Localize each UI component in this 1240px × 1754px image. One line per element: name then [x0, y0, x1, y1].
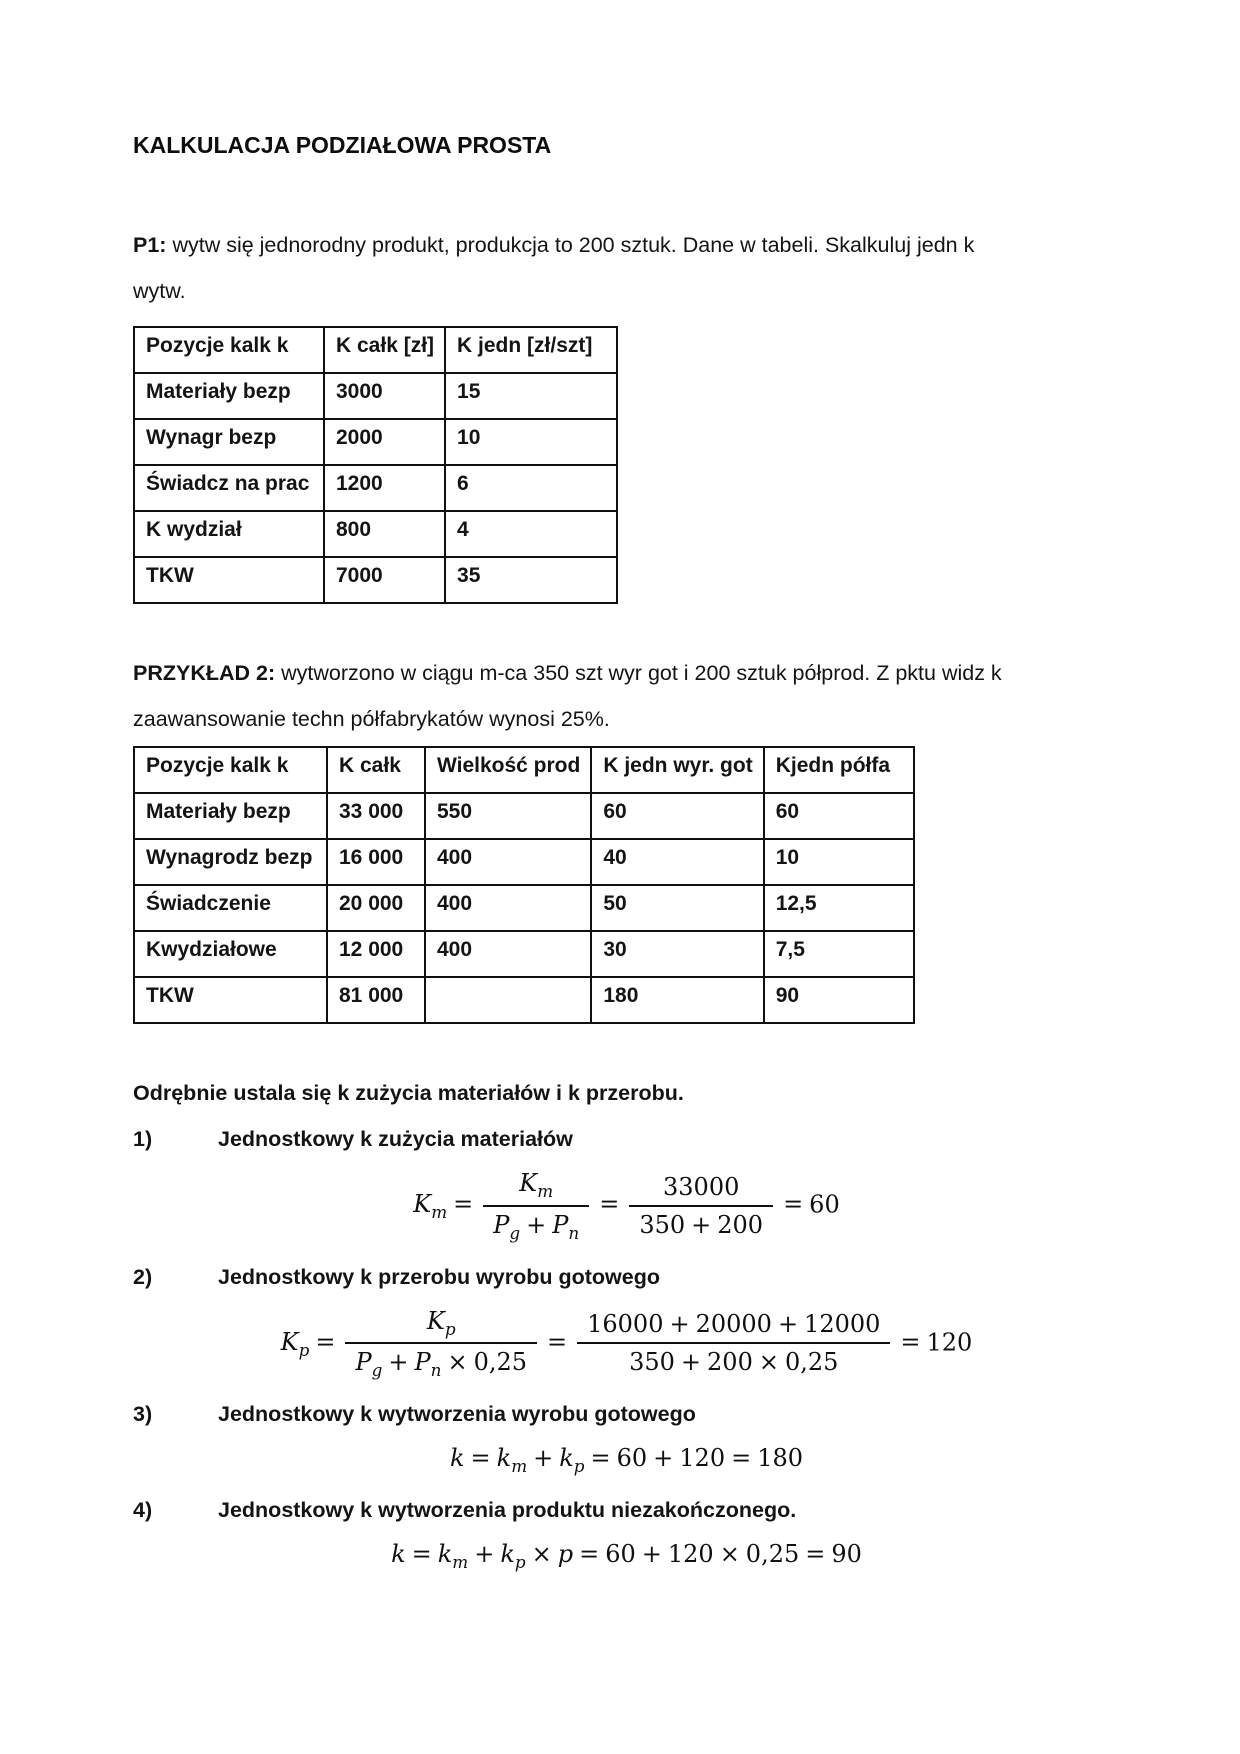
paragraph-p1 — [133, 222, 1120, 314]
math-operator: = — [805, 1539, 826, 1568]
table-cell: 30 — [591, 931, 763, 977]
table-cell: 90 — [764, 977, 914, 1023]
math-variable: $K_m$ — [413, 1190, 448, 1223]
math-operator: = — [411, 1539, 432, 1568]
math-operator: = — [590, 1444, 611, 1473]
table-cell: 10 — [764, 839, 914, 885]
math-variable: $k_m$ — [496, 1444, 528, 1476]
table-cell: 3000 — [324, 373, 445, 419]
math-fraction — [577, 1309, 890, 1377]
table-cell: 7,5 — [764, 931, 914, 977]
fraction-numerator — [483, 1168, 589, 1205]
list-item-2 — [133, 1254, 1120, 1300]
costing-table-semifinished — [133, 746, 915, 1024]
table-cell: 60 — [764, 793, 914, 839]
math-fraction — [483, 1168, 589, 1244]
list-item-1 — [133, 1116, 1120, 1162]
table-cell: Wynagr bezp — [134, 419, 324, 465]
math-operator: + — [691, 1210, 712, 1239]
math-operator: = — [453, 1190, 474, 1219]
fraction-numerator — [345, 1306, 537, 1343]
math-operator: × — [447, 1348, 468, 1377]
column-header: K jedn wyr. got — [591, 747, 763, 793]
fraction-numerator — [577, 1309, 890, 1342]
math-operator: = — [900, 1327, 921, 1356]
math-number: 200 — [717, 1210, 764, 1239]
table-cell: 81 000 — [327, 977, 425, 1023]
column-header: K jedn [zł/szt] — [445, 327, 617, 373]
paragraph-line — [133, 222, 1120, 268]
math-operator: + — [526, 1210, 547, 1239]
table-cell: 1200 — [324, 465, 445, 511]
list-item-number: 1) — [133, 1127, 153, 1151]
table-row — [134, 419, 617, 465]
column-header: K całk [zł] — [324, 327, 445, 373]
table-cell: 12,5 — [764, 885, 914, 931]
table-cell: Świadczenie — [134, 885, 327, 931]
math-number: 60 — [605, 1539, 636, 1568]
column-header: K całk — [327, 747, 425, 793]
table-cell: Kwydziałowe — [134, 931, 327, 977]
table-cell: 400 — [425, 885, 591, 931]
math-number: 20000 — [695, 1310, 772, 1339]
table-cell: 12 000 — [327, 931, 425, 977]
math-operator: = — [579, 1539, 600, 1568]
math-variable: $K_m$ — [519, 1169, 554, 1201]
list-item-4 — [133, 1487, 1120, 1533]
column-header: Kjedn półfa — [764, 747, 914, 793]
math-operator: + — [669, 1310, 690, 1339]
formula-unit-finished-cost — [133, 1443, 1120, 1477]
table-cell: 33 000 — [327, 793, 425, 839]
table-cell: 16 000 — [327, 839, 425, 885]
list-item-number: 4) — [133, 1497, 153, 1522]
math-number: 120 — [667, 1539, 714, 1568]
math-number: 200 — [707, 1348, 753, 1377]
table-cell: Świadcz na prac — [134, 465, 324, 511]
table-row — [134, 373, 617, 419]
math-variable: $P_g$ — [355, 1348, 383, 1381]
math-operator: + — [641, 1539, 662, 1568]
table-cell: 20 000 — [327, 885, 425, 931]
table-cell: Wynagrodz bezp — [134, 839, 327, 885]
table-cell: 180 — [591, 977, 763, 1023]
table-row — [134, 931, 914, 977]
math-number: 60 — [809, 1190, 840, 1219]
table-cell: 800 — [324, 511, 445, 557]
table-cell: K wydział — [134, 511, 324, 557]
table-cell: 4 — [445, 511, 617, 557]
table-row — [134, 885, 914, 931]
math-operator: = — [470, 1444, 491, 1473]
math-number: 60 — [616, 1444, 648, 1473]
math-operator: = — [783, 1190, 804, 1219]
fraction-denominator — [629, 1205, 773, 1240]
math-operator: × — [758, 1348, 779, 1377]
table-cell: 50 — [591, 885, 763, 931]
math-operator: + — [474, 1539, 495, 1568]
math-variable: $P_g$ — [493, 1210, 521, 1243]
math-number: 33000 — [663, 1172, 740, 1201]
list-item-number: 3) — [133, 1402, 153, 1427]
table-row — [134, 511, 617, 557]
math-operator: + — [388, 1348, 409, 1377]
paragraph-line: wytw. — [133, 279, 186, 303]
table-row — [134, 793, 914, 839]
list-item-text: Jednostkowy k zużycia materiałów — [218, 1127, 573, 1151]
paragraph-przyklad-2 — [133, 650, 1120, 742]
p1-text-line1: wytw się jednorodny produkt, produkcja to 200 sztuk. Dane w tabeli. Skalkuluj jedn k — [166, 233, 975, 257]
table-cell: 400 — [425, 931, 591, 977]
paragraph-line — [133, 650, 1120, 696]
math-number: 120 — [926, 1327, 973, 1356]
costing-table-simple — [133, 326, 618, 604]
paragraph-line: zaawansowanie techn półfabrykatów wynosi 25%. — [133, 707, 610, 731]
formula-unit-unfinished-cost — [133, 1539, 1120, 1573]
table-cell — [425, 977, 591, 1023]
p2-label: PRZYKŁAD 2: — [133, 661, 276, 685]
fraction-denominator — [345, 1342, 537, 1381]
formula-unit-processing-cost — [133, 1306, 1120, 1382]
table-cell: 6 — [445, 465, 617, 511]
table-cell: 2000 — [324, 419, 445, 465]
math-operator: = — [731, 1444, 752, 1473]
fraction-denominator — [577, 1342, 890, 1377]
p2-text-line1: wytworzono w ciągu m-ca 350 szt wyr got i 200 sztuk półprod. Z pktu widz k — [275, 661, 1002, 685]
math-variable: $K_p$ — [426, 1306, 456, 1339]
header-row — [134, 747, 914, 793]
math-number: 350 — [639, 1210, 686, 1239]
math-number: 16000 — [587, 1310, 664, 1339]
list-item-text: Jednostkowy k wytworzenia produktu niezakończonego. — [218, 1497, 797, 1522]
math-operator: = — [599, 1190, 620, 1219]
column-header: Wielkość prod — [425, 747, 591, 793]
table-cell: 550 — [425, 793, 591, 839]
column-header: Pozycje kalk k — [134, 747, 327, 793]
math-number: 90 — [831, 1539, 862, 1568]
fraction-denominator — [483, 1205, 589, 1244]
table-row — [134, 839, 914, 885]
table-cell: 15 — [445, 373, 617, 419]
math-fraction — [345, 1306, 537, 1382]
math-operator: + — [777, 1310, 799, 1339]
list-item-number: 2) — [133, 1264, 153, 1289]
math-variable: $k_m$ — [437, 1539, 469, 1572]
math-number: 350 — [629, 1348, 675, 1377]
math-operator: × — [531, 1539, 552, 1568]
math-variable: $k_p$ — [500, 1539, 526, 1572]
table-row — [134, 977, 914, 1023]
list-item-3 — [133, 1391, 1120, 1437]
table-cell: Materiały bezp — [134, 793, 327, 839]
table-cell: Materiały bezp — [134, 373, 324, 419]
table-cell: 10 — [445, 419, 617, 465]
math-operator: = — [547, 1327, 568, 1356]
table-row — [134, 465, 617, 511]
page-title: KALKULACJA PODZIAŁOWA PROSTA — [133, 132, 552, 158]
table-row — [134, 557, 617, 603]
math-variable: $P_n$ — [414, 1348, 442, 1381]
math-number: 120 — [679, 1444, 726, 1473]
math-variable: $K_p$ — [280, 1327, 310, 1360]
table-cell: TKW — [134, 977, 327, 1023]
math-operator: = — [315, 1327, 336, 1356]
table-cell: 7000 — [324, 557, 445, 603]
table-cell: TKW — [134, 557, 324, 603]
math-fraction — [629, 1172, 773, 1240]
list-item-text: Jednostkowy k przerobu wyrobu gotowego — [218, 1264, 660, 1289]
table-cell: 40 — [591, 839, 763, 885]
math-variable: k — [391, 1539, 406, 1568]
math-operator: × — [719, 1539, 740, 1568]
fraction-numerator — [629, 1172, 773, 1205]
math-variable: p — [557, 1539, 574, 1568]
note-text: Odrębnie ustala się k zużycia materiałów i k przerobu. — [133, 1081, 684, 1105]
math-operator: + — [653, 1444, 674, 1473]
math-variable: $k_p$ — [559, 1444, 585, 1476]
math-variable: k — [449, 1444, 465, 1473]
math-operator: + — [680, 1348, 702, 1377]
table-cell: 35 — [445, 557, 617, 603]
table-cell: 60 — [591, 793, 763, 839]
math-variable: $P_n$ — [552, 1210, 580, 1243]
header-row — [134, 327, 617, 373]
math-number: 180 — [757, 1444, 804, 1473]
math-number: 0,25 — [473, 1348, 527, 1377]
math-number: 0,25 — [745, 1539, 800, 1568]
column-header: Pozycje kalk k — [134, 327, 324, 373]
formula-unit-material-cost — [133, 1168, 1120, 1244]
math-operator: + — [533, 1444, 554, 1473]
math-number: 0,25 — [784, 1348, 839, 1377]
list-item-text: Jednostkowy k wytworzenia wyrobu gotowego — [218, 1402, 696, 1427]
p1-label: P1: — [133, 233, 167, 257]
table-cell: 400 — [425, 839, 591, 885]
math-number: 12000 — [804, 1310, 881, 1339]
